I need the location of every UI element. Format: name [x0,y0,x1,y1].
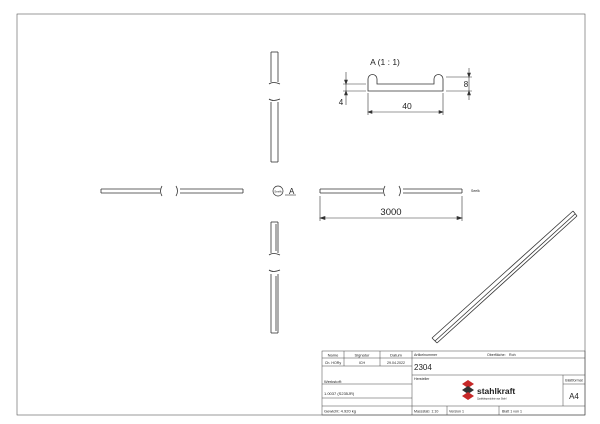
title-block-scale: Massstab: 1:10 [414,409,439,414]
title-block-surface-label: Oberfläche: [487,353,506,357]
title-block-date-header: Datum [390,352,402,358]
title-block-signature-value: ICH [358,361,366,365]
vertical-profile-top [269,52,280,162]
detail-title: A (1 : 1) [370,57,400,67]
title-block-weight: Gewicht: 4.920 kg [324,408,357,414]
brand-tagline: Qualitätsprodukte aus Stahl [477,397,507,401]
stahlkraft-logo-mark [462,380,474,400]
title-block-article-number: 2304 [414,363,432,372]
title-block-format-label: Blattformat [565,378,583,383]
title-block-sheet: Blatt 1 von 1 [502,409,522,414]
title-block-manufacturer-label: Hersteller [414,377,430,381]
detail-depth-value: 4 [338,98,344,107]
title-block-name-value: Ch. HORy [324,361,342,365]
section-symbol-label: Seelk [274,189,282,194]
title-block-version: Version 1 [449,409,464,414]
title-block-surface-value: Roh [509,353,516,357]
title-block-date-value: 29.04.2022 [387,361,405,365]
title-block-signature-header: Signatur [354,352,370,358]
side-view-label: Seelk [471,189,480,193]
horizontal-bar-right [320,186,462,196]
horizontal-bar-left [101,186,243,196]
detail-depth-dimension [343,72,366,105]
detail-profile [368,75,443,92]
title-block-name-header: Name [327,352,339,358]
isometric-bar [432,211,577,343]
title-block-material-label: Werkstoff: [324,379,342,384]
detail-height-value: 8 [463,80,469,89]
length-dimension-value: 3000 [380,207,402,218]
brand-name: stahlkraft [477,386,516,396]
detail-marker-label: A [289,187,295,196]
stahlkraft-logo [462,380,515,401]
section-symbol [273,186,283,196]
vertical-profile-bottom [269,222,280,333]
title-block-material-value: 1.0037 (S235JR) [324,391,355,396]
detail-length-value: 40 [402,101,412,111]
title-block-article-label: Artikelnummer [414,353,438,357]
title-block-format-value: A4 [569,392,579,401]
